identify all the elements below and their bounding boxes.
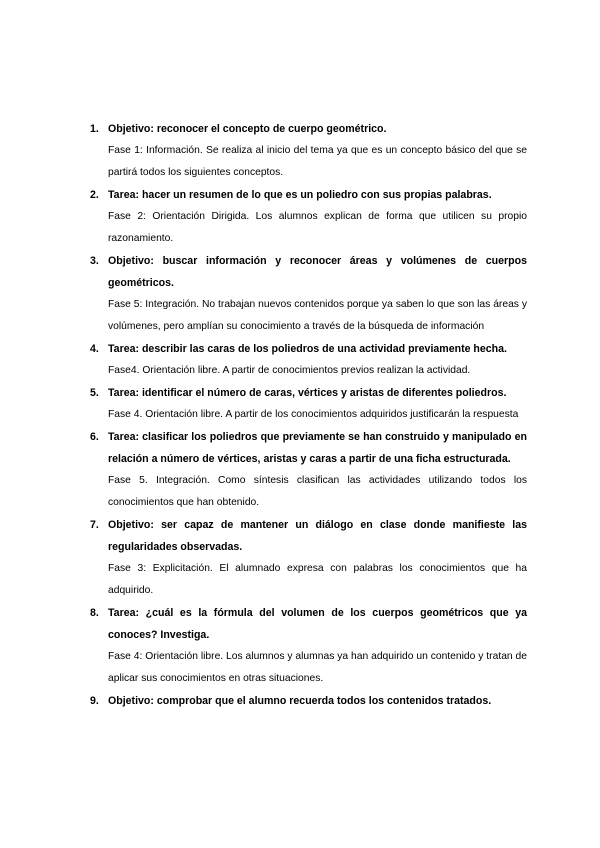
item-title: Tarea: hacer un resumen de lo que es un poliedro con sus propias palabras. (108, 189, 492, 201)
item-number: 6. (90, 431, 99, 443)
list-item (90, 382, 527, 426)
item-number: 9. (90, 695, 99, 707)
list-item (90, 602, 527, 690)
item-description: Fase 4: Orientación libre. Los alumnos y alumnas ya han adquirido un contenido y tratan de aplicar sus conocimientos en otras situaciones. (108, 651, 527, 684)
item-description: Fase 5. Integración. Como síntesis clasifican las actividades utilizando todos los conocimientos que han obtenido. (108, 475, 527, 508)
item-title: Tarea: clasificar los poliedros que previamente se han construido y manipulado en relación a número de vértices, aristas y caras a partir de una ficha estructurada. (108, 431, 527, 465)
item-number: 8. (90, 607, 99, 619)
item-description: Fase4. Orientación libre. A partir de conocimientos previos realizan la actividad. (108, 365, 471, 376)
item-title: Objetivo: buscar información y reconocer áreas y volúmenes de cuerpos geométricos. (108, 255, 527, 289)
item-number: 4. (90, 343, 99, 355)
item-description: Fase 1: Información. Se realiza al inicio del tema ya que es un concepto básico del que se partirá todos los siguientes conceptos. (108, 145, 527, 178)
item-title: Objetivo: reconocer el concepto de cuerpo geométrico. (108, 123, 387, 135)
item-description: Fase 4. Orientación libre. A partir de los conocimientos adquiridos justificarán la respuesta (108, 409, 519, 420)
item-number: 2. (90, 189, 99, 201)
item-description: Fase 2: Orientación Dirigida. Los alumnos explican de forma que utilicen su propio razonamiento. (108, 211, 527, 244)
list-item (90, 690, 527, 712)
item-title: Tarea: describir las caras de los poliedros de una actividad previamente hecha. (108, 343, 507, 355)
item-description: Fase 3: Explicitación. El alumnado expresa con palabras los conocimientos que ha adquirido. (108, 563, 527, 596)
list-item (90, 250, 527, 338)
item-title: Objetivo: ser capaz de mantener un diálogo en clase donde manifieste las regularidades observadas. (108, 519, 527, 553)
item-number: 5. (90, 387, 99, 399)
item-number: 7. (90, 519, 99, 531)
item-title: Objetivo: comprobar que el alumno recuerda todos los contenidos tratados. (108, 695, 492, 707)
list-item (90, 426, 527, 514)
item-title: Tarea: identificar el número de caras, vértices y aristas de diferentes poliedros. (108, 387, 507, 399)
list-item (90, 118, 527, 184)
item-number: 3. (90, 255, 99, 267)
item-description: Fase 5: Integración. No trabajan nuevos contenidos porque ya saben lo que son las áreas y volúmenes, pero amplían su conocimiento a través de la búsqueda de información (108, 299, 527, 332)
list-item (90, 184, 527, 250)
item-number: 1. (90, 123, 99, 135)
objectives-list (90, 118, 527, 712)
list-item (90, 514, 527, 602)
item-title: Tarea: ¿cuál es la fórmula del volumen de los cuerpos geométricos que ya conoces? Investiga. (108, 607, 527, 641)
list-item (90, 338, 527, 382)
